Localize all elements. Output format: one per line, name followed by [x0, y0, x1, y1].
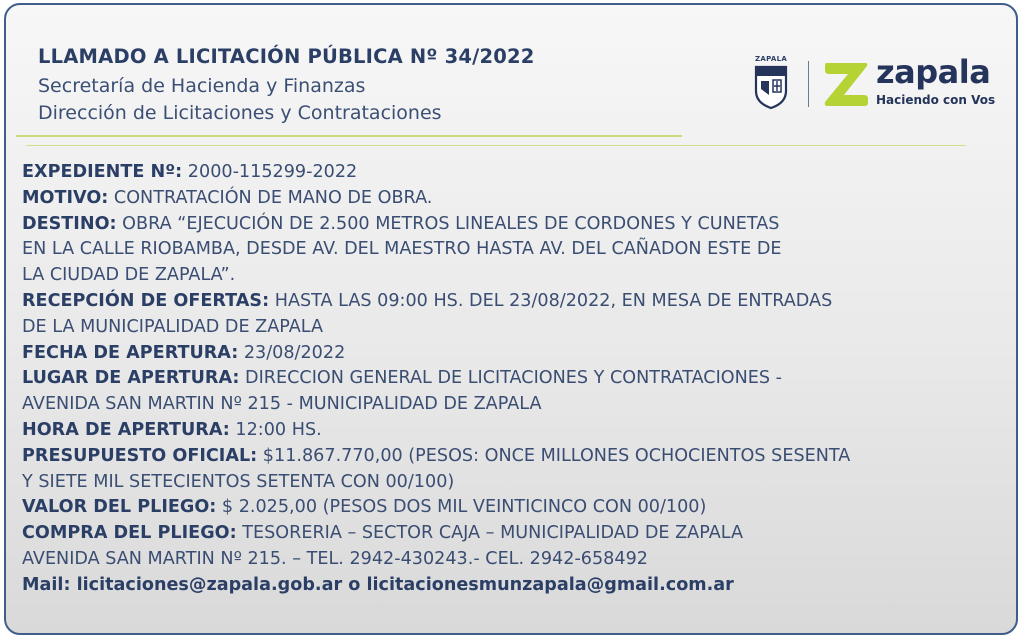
direccion-subtitle: Dirección de Licitaciones y Contrataciones [38, 102, 442, 124]
lugar-value-line1: DIRECCION GENERAL DE LICITACIONES Y CONTRATACIONES - [239, 368, 783, 389]
destino-value-line1: OBRA “EJECUCIÓN DE 2.500 METROS LINEALES DE CORDONES Y CUNETAS [116, 213, 780, 234]
lugar-value-line2: AVENIDA SAN MARTIN Nº 215 - MUNICIPALIDAD DE ZAPALA [22, 394, 542, 415]
zapala-z-icon [822, 59, 870, 109]
valor-value: $ 2.025,00 (PESOS DOS MIL VEINTICINCO CON 00/100) [216, 497, 707, 518]
expediente-label: EXPEDIENTE Nº: [22, 162, 183, 182]
recepcion-value-line2: DE LA MUNICIPALIDAD DE ZAPALA [22, 316, 324, 337]
motivo-value: CONTRATACIÓN DE MANO DE OBRA. [108, 187, 433, 208]
valor-label: VALOR DEL PLIEGO: [22, 497, 217, 518]
recepcion-value-line1: HASTA LAS 09:00 HS. DEL 23/08/2022, EN MESA DE ENTRADAS [269, 290, 833, 311]
fecha-value: 23/08/2022 [238, 342, 346, 363]
notice-body [22, 160, 1018, 599]
presupuesto-row [22, 444, 1018, 470]
presupuesto-label: PRESUPUESTO OFICIAL: [22, 445, 258, 466]
header-divider-secondary [26, 145, 966, 146]
compra-row [22, 521, 1018, 547]
destino-value-line3: LA CIUDAD DE ZAPALA”. [22, 265, 236, 286]
recepcion-label: RECEPCIÓN DE OFERTAS: [22, 290, 270, 311]
brand-name: zapala [876, 53, 991, 91]
presupuesto-value-line2: Y SIETE MIL SETECIENTOS SETENTA CON 00/100) [22, 471, 455, 492]
motivo-row [22, 186, 1018, 212]
compra-value-line1: TESORERIA – SECTOR CAJA – MUNICIPALIDAD DE ZAPALA [236, 523, 743, 544]
presupuesto-value-line1: $11.867.770,00 (PESOS: ONCE MILLONES OCHOCIENTOS SESENTA [257, 445, 851, 466]
contact-email-line: Mail: licitaciones@zapala.gob.ar o licitacionesmunzapala@gmail.com.ar [22, 574, 734, 595]
recepcion-row [22, 289, 1018, 315]
brand-tagline: Haciendo con Vos [876, 93, 996, 107]
destino-value-line2: EN LA CALLE RIOBAMBA, DESDE AV. DEL MAESTRO HASTA AV. DEL CAÑADON ESTE DE [22, 239, 782, 260]
coat-of-arms-icon [752, 57, 790, 109]
expediente-row [22, 160, 1018, 186]
valor-row [22, 495, 1018, 521]
logo-separator [808, 61, 809, 107]
secretaria-subtitle: Secretaría de Hacienda y Finanzas [38, 75, 366, 97]
compra-value-line2: AVENIDA SAN MARTIN Nº 215. – TEL. 2942-430243.- CEL. 2942-658492 [22, 548, 648, 569]
destino-label: DESTINO: [22, 213, 117, 234]
crest-label: ZAPALA [755, 55, 788, 63]
compra-label: COMPRA DEL PLIEGO: [22, 523, 237, 544]
destino-row [22, 212, 1018, 238]
notice-card [4, 3, 1018, 635]
fecha-label: FECHA DE APERTURA: [22, 342, 239, 363]
hora-label: HORA DE APERTURA: [22, 419, 230, 440]
fecha-row [22, 341, 1018, 367]
hora-row [22, 418, 1018, 444]
header-divider [16, 135, 682, 137]
motivo-label: MOTIVO: [22, 187, 109, 208]
hora-value: 12:00 HS. [229, 419, 322, 440]
lugar-row [22, 366, 1018, 392]
lugar-label: LUGAR DE APERTURA: [22, 368, 240, 389]
expediente-value: 2000-115299-2022 [182, 162, 358, 182]
notice-title: LLAMADO A LICITACIÓN PÚBLICA Nº 34/2022 [38, 45, 535, 68]
zapala-logo [752, 53, 996, 115]
